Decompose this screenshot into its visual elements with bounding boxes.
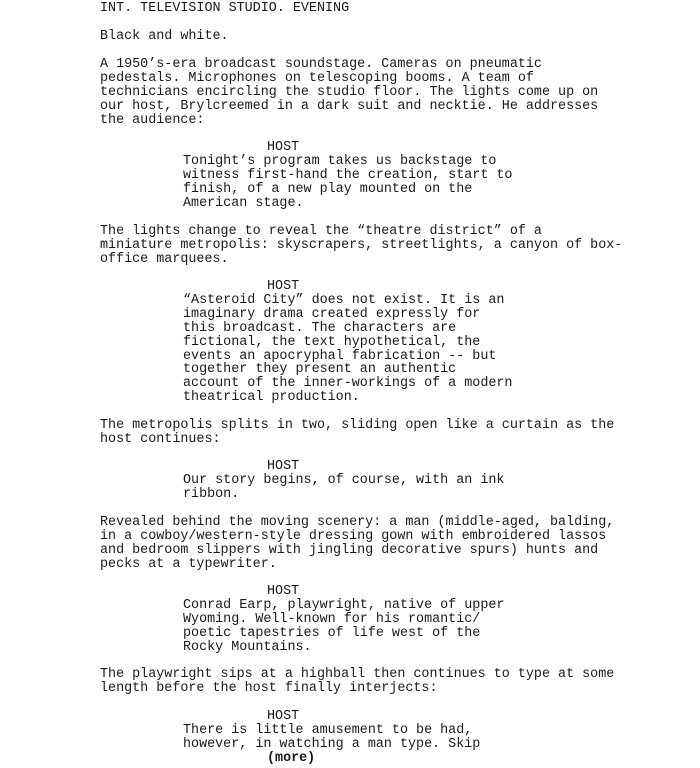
action-line: pedestals. Microphones on telescoping booms. A team of — [100, 70, 534, 86]
action-block — [100, 419, 614, 447]
action-block — [100, 30, 229, 44]
action-line: The playwright sips at a highball then continues to type at some — [100, 667, 615, 682]
scene-heading: INT. TELEVISION STUDIO. EVENING — [100, 1, 350, 16]
action-line: technicians encircling the studio floor. The lights come up on — [100, 84, 599, 100]
character-name: HOST — [267, 140, 300, 155]
dialogue-line: events an apocryphal fabrication -- but — [183, 348, 497, 364]
action-line: A 1950’s-era broadcast soundstage. Cameras on pneumatic — [100, 57, 542, 72]
dialogue-line: witness first-hand the creation, start to — [183, 167, 513, 183]
action-line: miniature metropolis: skyscrapers, streetlights, a canyon of box- — [100, 237, 623, 253]
action-line: and bedroom slippers with jingling decorative spurs) hunts and — [100, 542, 599, 558]
dialogue-block — [183, 155, 512, 211]
action-line: pecks at a typewriter. — [100, 556, 277, 572]
dialogue-line: Wyoming. Well-known for his romantic/ — [183, 611, 481, 627]
character-name: HOST — [267, 584, 300, 599]
character-name: HOST — [267, 459, 300, 474]
dialogue-line: American stage. — [183, 195, 304, 211]
action-line: The metropolis splits in two, sliding open like a curtain as the — [100, 418, 615, 433]
dialogue-block — [183, 294, 512, 405]
dialogue-line: fictional, the text hypothetical, the — [183, 334, 481, 350]
dialogue-line: Rocky Mountains. — [183, 639, 312, 655]
action-line: Black and white. — [100, 29, 229, 44]
dialogue-line: this broadcast. The characters are — [183, 320, 457, 336]
dialogue-line: poetic tapestries of life west of the — [183, 625, 481, 641]
dialogue-line: “Asteroid City” does not exist. It is an — [183, 293, 505, 308]
dialogue-line: There is little amusement to be had, — [183, 723, 473, 738]
dialogue-line: together they present an authentic — [183, 362, 457, 378]
dialogue-block — [183, 599, 504, 655]
dialogue-line: however, in watching a man type. Skip — [183, 736, 481, 752]
dialogue-line: theatrical production. — [183, 390, 360, 406]
more-continuation: (more) — [267, 751, 316, 766]
action-line: the audience: — [100, 112, 205, 128]
action-line: length before the host finally interjects: — [100, 680, 438, 696]
action-line: The lights change to reveal the “theatre district” of a — [100, 224, 542, 239]
action-line: Revealed behind the moving scenery: a man (middle-aged, balding, — [100, 515, 615, 530]
action-block — [100, 516, 614, 572]
dialogue-line: imaginary drama created expressly for — [183, 306, 481, 322]
action-block — [100, 668, 614, 696]
dialogue-block — [183, 474, 504, 502]
dialogue-block — [183, 724, 480, 752]
dialogue-line: account of the inner-workings of a modern — [183, 376, 513, 392]
dialogue-line: Conrad Earp, playwright, native of upper — [183, 598, 505, 613]
dialogue-line: finish, of a new play mounted on the — [183, 181, 473, 197]
dialogue-line: Our story begins, of course, with an ink — [183, 473, 505, 488]
action-block — [100, 58, 598, 127]
character-name: HOST — [267, 279, 300, 294]
action-line: office marquees. — [100, 251, 229, 267]
dialogue-line: ribbon. — [183, 486, 240, 502]
action-block — [100, 225, 622, 267]
action-line: host continues: — [100, 431, 221, 447]
action-line: in a cowboy/western-style dressing gown with embroidered lassos — [100, 528, 607, 544]
action-line: our host, Brylcreemed in a dark suit and necktie. He addresses — [100, 98, 599, 114]
character-name: HOST — [267, 709, 300, 724]
dialogue-line: Tonight’s program takes us backstage to — [183, 154, 497, 169]
